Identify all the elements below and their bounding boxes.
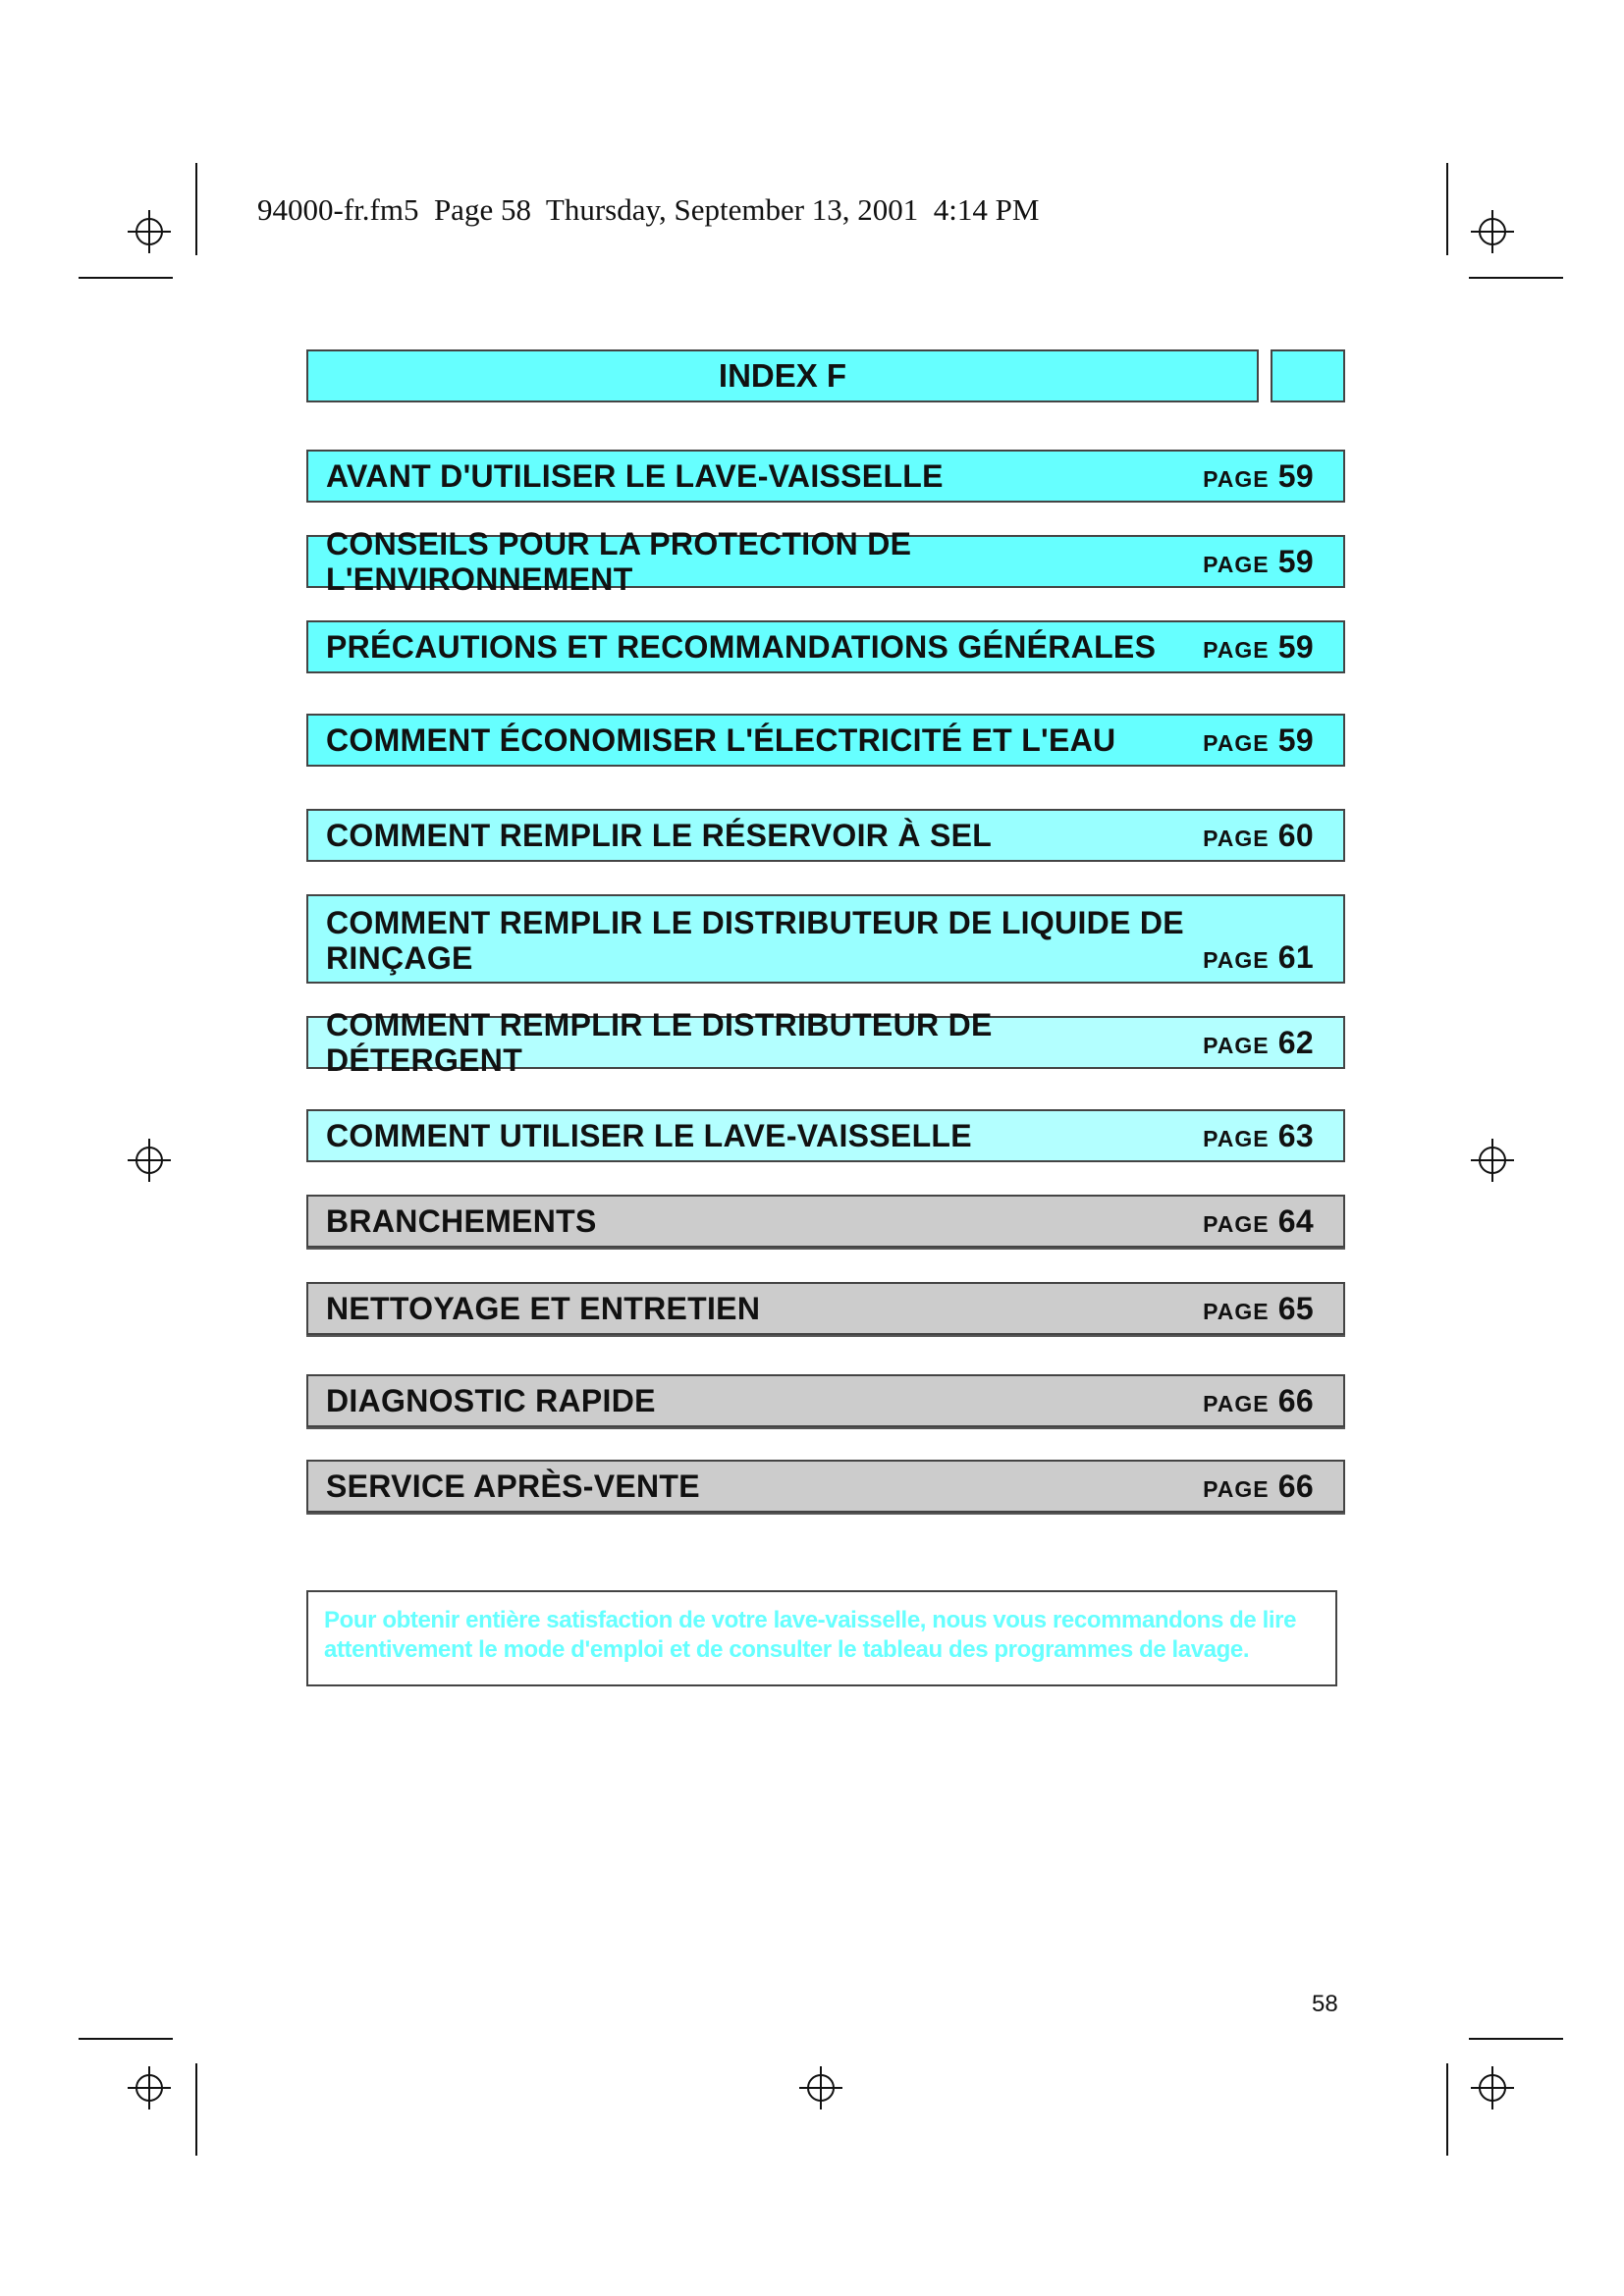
page-word: PAGE	[1203, 729, 1270, 756]
registration-mark-icon	[799, 2066, 842, 2109]
index-entry-label: COMMENT REMPLIR LE RÉSERVOIR À SEL	[326, 817, 993, 853]
index-entry-label: NETTOYAGE ET ENTRETIEN	[326, 1290, 761, 1326]
crop-mark-bottom-right-v	[1446, 2063, 1448, 2156]
index-entry[interactable]	[306, 1109, 1345, 1162]
index-entry-label: COMMENT UTILISER LE LAVE-VAISSELLE	[326, 1117, 972, 1153]
index-entry[interactable]	[306, 450, 1345, 503]
index-entry-label: DIAGNOSTIC RAPIDE	[326, 1382, 656, 1418]
index-entry-label: CONSEILS POUR LA PROTECTION DE L'ENVIRONNEMENT	[326, 525, 912, 597]
crop-mark-top-right-v	[1446, 163, 1448, 255]
file-header: 94000-fr.fm5 Page 58 Thursday, September 13, 2001 4:14 PM	[257, 192, 1040, 227]
page-number: 66	[1277, 1382, 1314, 1418]
crop-mark-top-left-v	[195, 163, 197, 255]
crop-mark-bottom-left-h	[79, 2038, 173, 2040]
page-number-footer: 58	[1312, 1991, 1338, 2017]
registration-mark-icon	[1471, 210, 1514, 253]
page-word: PAGE	[1203, 1475, 1270, 1502]
index-entry[interactable]	[306, 714, 1345, 767]
index-entry-label: COMMENT REMPLIR LE DISTRIBUTEUR DE DÉTERGENT	[326, 1006, 993, 1078]
crop-mark-bottom-left-v	[195, 2063, 197, 2156]
index-entry-label: SERVICE APRÈS-VENTE	[326, 1468, 700, 1504]
index-entry[interactable]	[306, 894, 1345, 984]
index-title-side-box	[1271, 349, 1345, 402]
page-number: 64	[1277, 1202, 1314, 1239]
index-entry[interactable]	[306, 525, 1345, 597]
crop-mark-top-right-h	[1469, 277, 1563, 279]
page-word: PAGE	[1203, 947, 1270, 973]
index-entry-label: COMMENT ÉCONOMISER L'ÉLECTRICITÉ ET L'EAU	[326, 721, 1116, 758]
index-entry[interactable]	[306, 1460, 1345, 1513]
registration-mark-icon	[1471, 2066, 1514, 2109]
page-number: 60	[1277, 817, 1314, 853]
index-entry[interactable]	[306, 1374, 1345, 1427]
registration-mark-icon	[128, 1139, 171, 1182]
page-number: 61	[1277, 939, 1314, 975]
registration-mark-icon	[1471, 1139, 1514, 1182]
crop-mark-bottom-right-h	[1469, 2038, 1563, 2040]
index-entry[interactable]	[306, 809, 1345, 862]
page-word: PAGE	[1203, 551, 1270, 577]
crop-mark-top-left-h	[79, 277, 173, 279]
page-number: 59	[1277, 457, 1314, 494]
page-word: PAGE	[1203, 1125, 1270, 1151]
page-word: PAGE	[1203, 465, 1270, 492]
index-entry-label: COMMENT REMPLIR LE DISTRIBUTEUR DE LIQUIDE DE RINÇAGE	[326, 904, 1184, 976]
page-number: 66	[1277, 1468, 1314, 1504]
page-number: 59	[1277, 721, 1314, 758]
page-number: 62	[1277, 1024, 1314, 1060]
page-word: PAGE	[1203, 1210, 1270, 1237]
index-entry[interactable]	[306, 1006, 1345, 1078]
page-number: 65	[1277, 1290, 1314, 1326]
index-title: INDEX F	[306, 349, 1259, 402]
page-word: PAGE	[1203, 1032, 1270, 1058]
index-entry-label: AVANT D'UTILISER LE LAVE-VAISSELLE	[326, 457, 944, 494]
index-entry[interactable]	[306, 1282, 1345, 1335]
index-entry[interactable]	[306, 1195, 1345, 1248]
index-entry[interactable]	[306, 620, 1345, 673]
page-word: PAGE	[1203, 1390, 1270, 1416]
page-word: PAGE	[1203, 1298, 1270, 1324]
page-number: 59	[1277, 628, 1314, 665]
page-word: PAGE	[1203, 636, 1270, 663]
index-entry-label: BRANCHEMENTS	[326, 1202, 597, 1239]
page-number: 59	[1277, 543, 1314, 579]
registration-mark-icon	[128, 210, 171, 253]
page-number: 63	[1277, 1117, 1314, 1153]
registration-mark-icon	[128, 2066, 171, 2109]
page-word: PAGE	[1203, 825, 1270, 851]
recommendation-note: Pour obtenir entière satisfaction de votre lave-vaisselle, nous vous recommandons de lire attentivement le mode d'emploi et de consulter le tableau des programmes de lavage.	[306, 1590, 1337, 1686]
index-entry-label: PRÉCAUTIONS ET RECOMMANDATIONS GÉNÉRALES	[326, 628, 1157, 665]
